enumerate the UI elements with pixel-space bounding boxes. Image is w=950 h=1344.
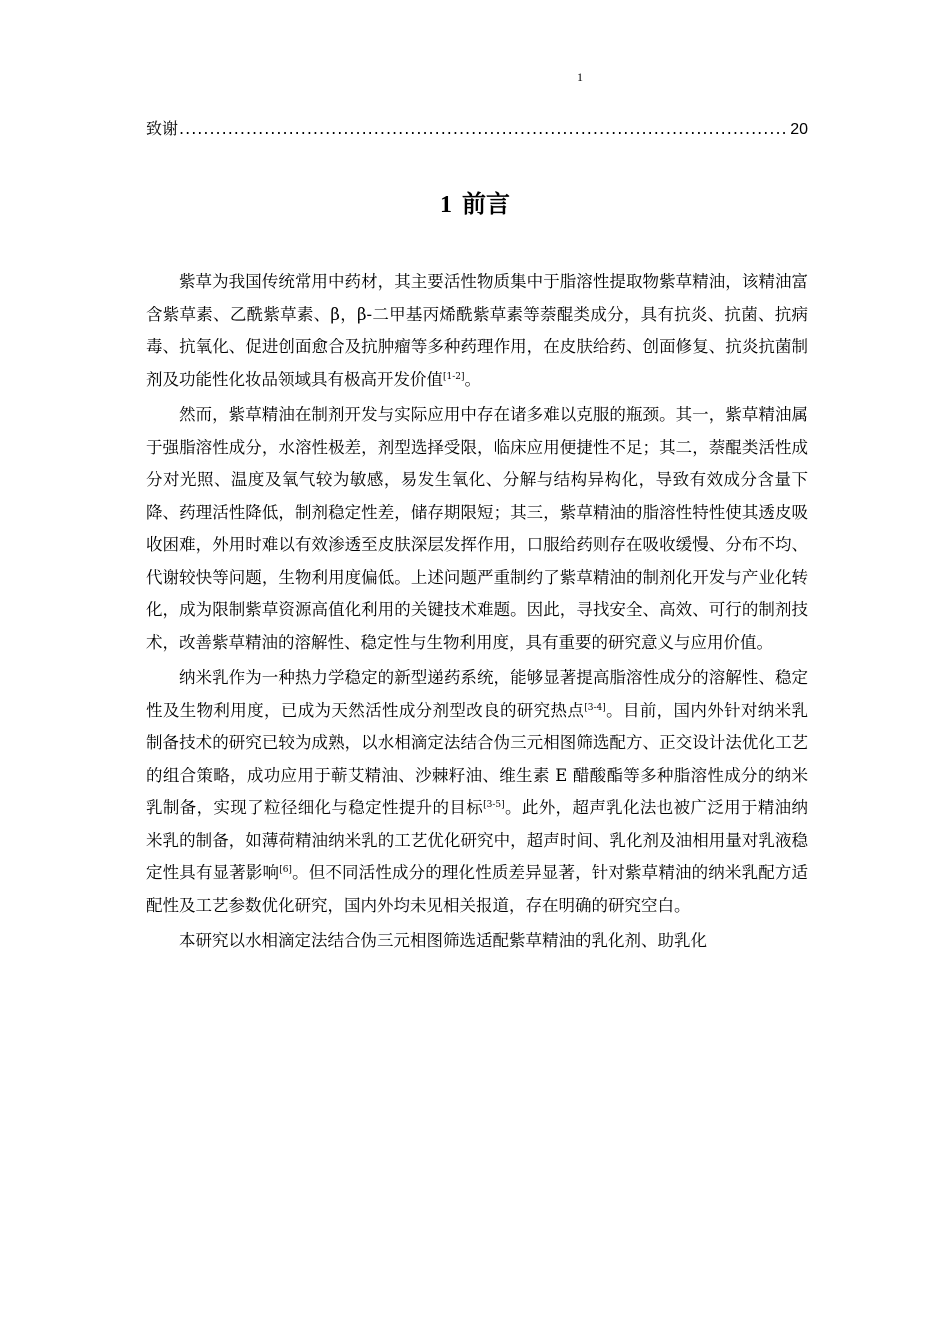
- paragraph-text: 。目前，国内外针对纳米乳制备技术的研究已较为成熟，以水相滴定法结合伪三元相图筛选配方、正交设计法优化工艺的组合策略，成功应用于蕲艾精油、沙棘籽油、维生素 E 醋酸酯等多种脂溶性成分的纳米乳制备，实现了粒径细化与稳定性提升的目标: [146, 700, 809, 817]
- toc-dot-leader: [179, 117, 789, 141]
- citation[interactable]: [3-5]: [483, 800, 505, 810]
- toc-entry-label: 致谢: [146, 119, 179, 138]
- citation[interactable]: [3-4]: [584, 702, 606, 713]
- toc-entry-page: 20: [790, 121, 808, 138]
- paragraph-4: [146, 925, 808, 958]
- toc-entry-acknowledgements[interactable]: [146, 117, 808, 142]
- paragraph-2: [146, 399, 808, 659]
- body-text: [146, 266, 808, 958]
- citation[interactable]: [6]: [279, 865, 292, 875]
- section-number: 1: [440, 192, 452, 218]
- paragraph-text: 纳米乳作为一种热力学稳定的新型递药系统，能够显著提高脂溶性成分的溶解性、稳定性及生物利用度，已成为天然活性成分剂型改良的研究热点: [146, 668, 808, 720]
- paragraph-text: 紫草为我国传统常用中药材，其主要活性物质集中于脂溶性提取物紫草精油，该精油富含紫草素、乙酰紫草素、β，β-二甲基丙烯酰紫草素等萘醌类成分，具有抗炎、抗菌、抗病毒、抗氧化、促进创面愈合及抗肿瘤等多种药理作用，在皮肤给药、创面修复、抗炎抗菌制剂及功能性化妆品领域具有极高开发价值: [146, 272, 808, 389]
- paragraph-1: [146, 266, 808, 396]
- citation[interactable]: [1-2]: [443, 371, 465, 382]
- paragraph-text: 然而，紫草精油在制剂开发与实际应用中存在诸多难以克服的瓶颈。其一，紫草精油属于强脂溶性成分，水溶性极差，剂型选择受限，临床应用便捷性不足；其二，萘醌类活性成分对光照、温度及氧气较为敏感，易发生氧化、分解与结构异构化，导致有效成分含量下降、药理活性降低，制剂稳定性差，储存期限短；其三，紫草精油的脂溶性特性使其透皮吸收困难，外用时难以有效渗透至皮肤深层发挥作用，口服给药则存在吸收缓慢、分布不均、代谢较快等问题，生物利用度偏低。上述问题严重制约了紫草精油的制剂化开发与产业化转化，成为限制紫草资源高值化利用的关键技术难题。因此，寻找安全、高效、可行的制剂技术，改善紫草精油的溶解性、稳定性与生物利用度，具有重要的研究意义与应用价值。: [146, 405, 808, 652]
- paragraph-3: [146, 662, 808, 922]
- page-number: 1: [577, 70, 583, 84]
- paragraph-text: 。此外，超声乳化法也被广泛用于精油纳米乳的制备，如薄荷精油纳米乳的工艺优化研究中，超声时间、乳化剂及油相用量对乳液稳定性具有显著影响: [146, 798, 809, 882]
- paragraph-text: 。: [464, 369, 482, 389]
- section-title: 前言: [462, 190, 510, 218]
- paragraph-text: 本研究以水相滴定法结合伪三元相图筛选适配紫草精油的乳化剂、助乳化: [179, 931, 707, 950]
- paragraph-text: 。但不同活性成分的理化性质差异显著，针对紫草精油的纳米乳配方适配性及工艺参数优化研究，国内外均未见相关报道，存在明确的研究空白。: [146, 863, 809, 915]
- section-heading: [0, 186, 950, 223]
